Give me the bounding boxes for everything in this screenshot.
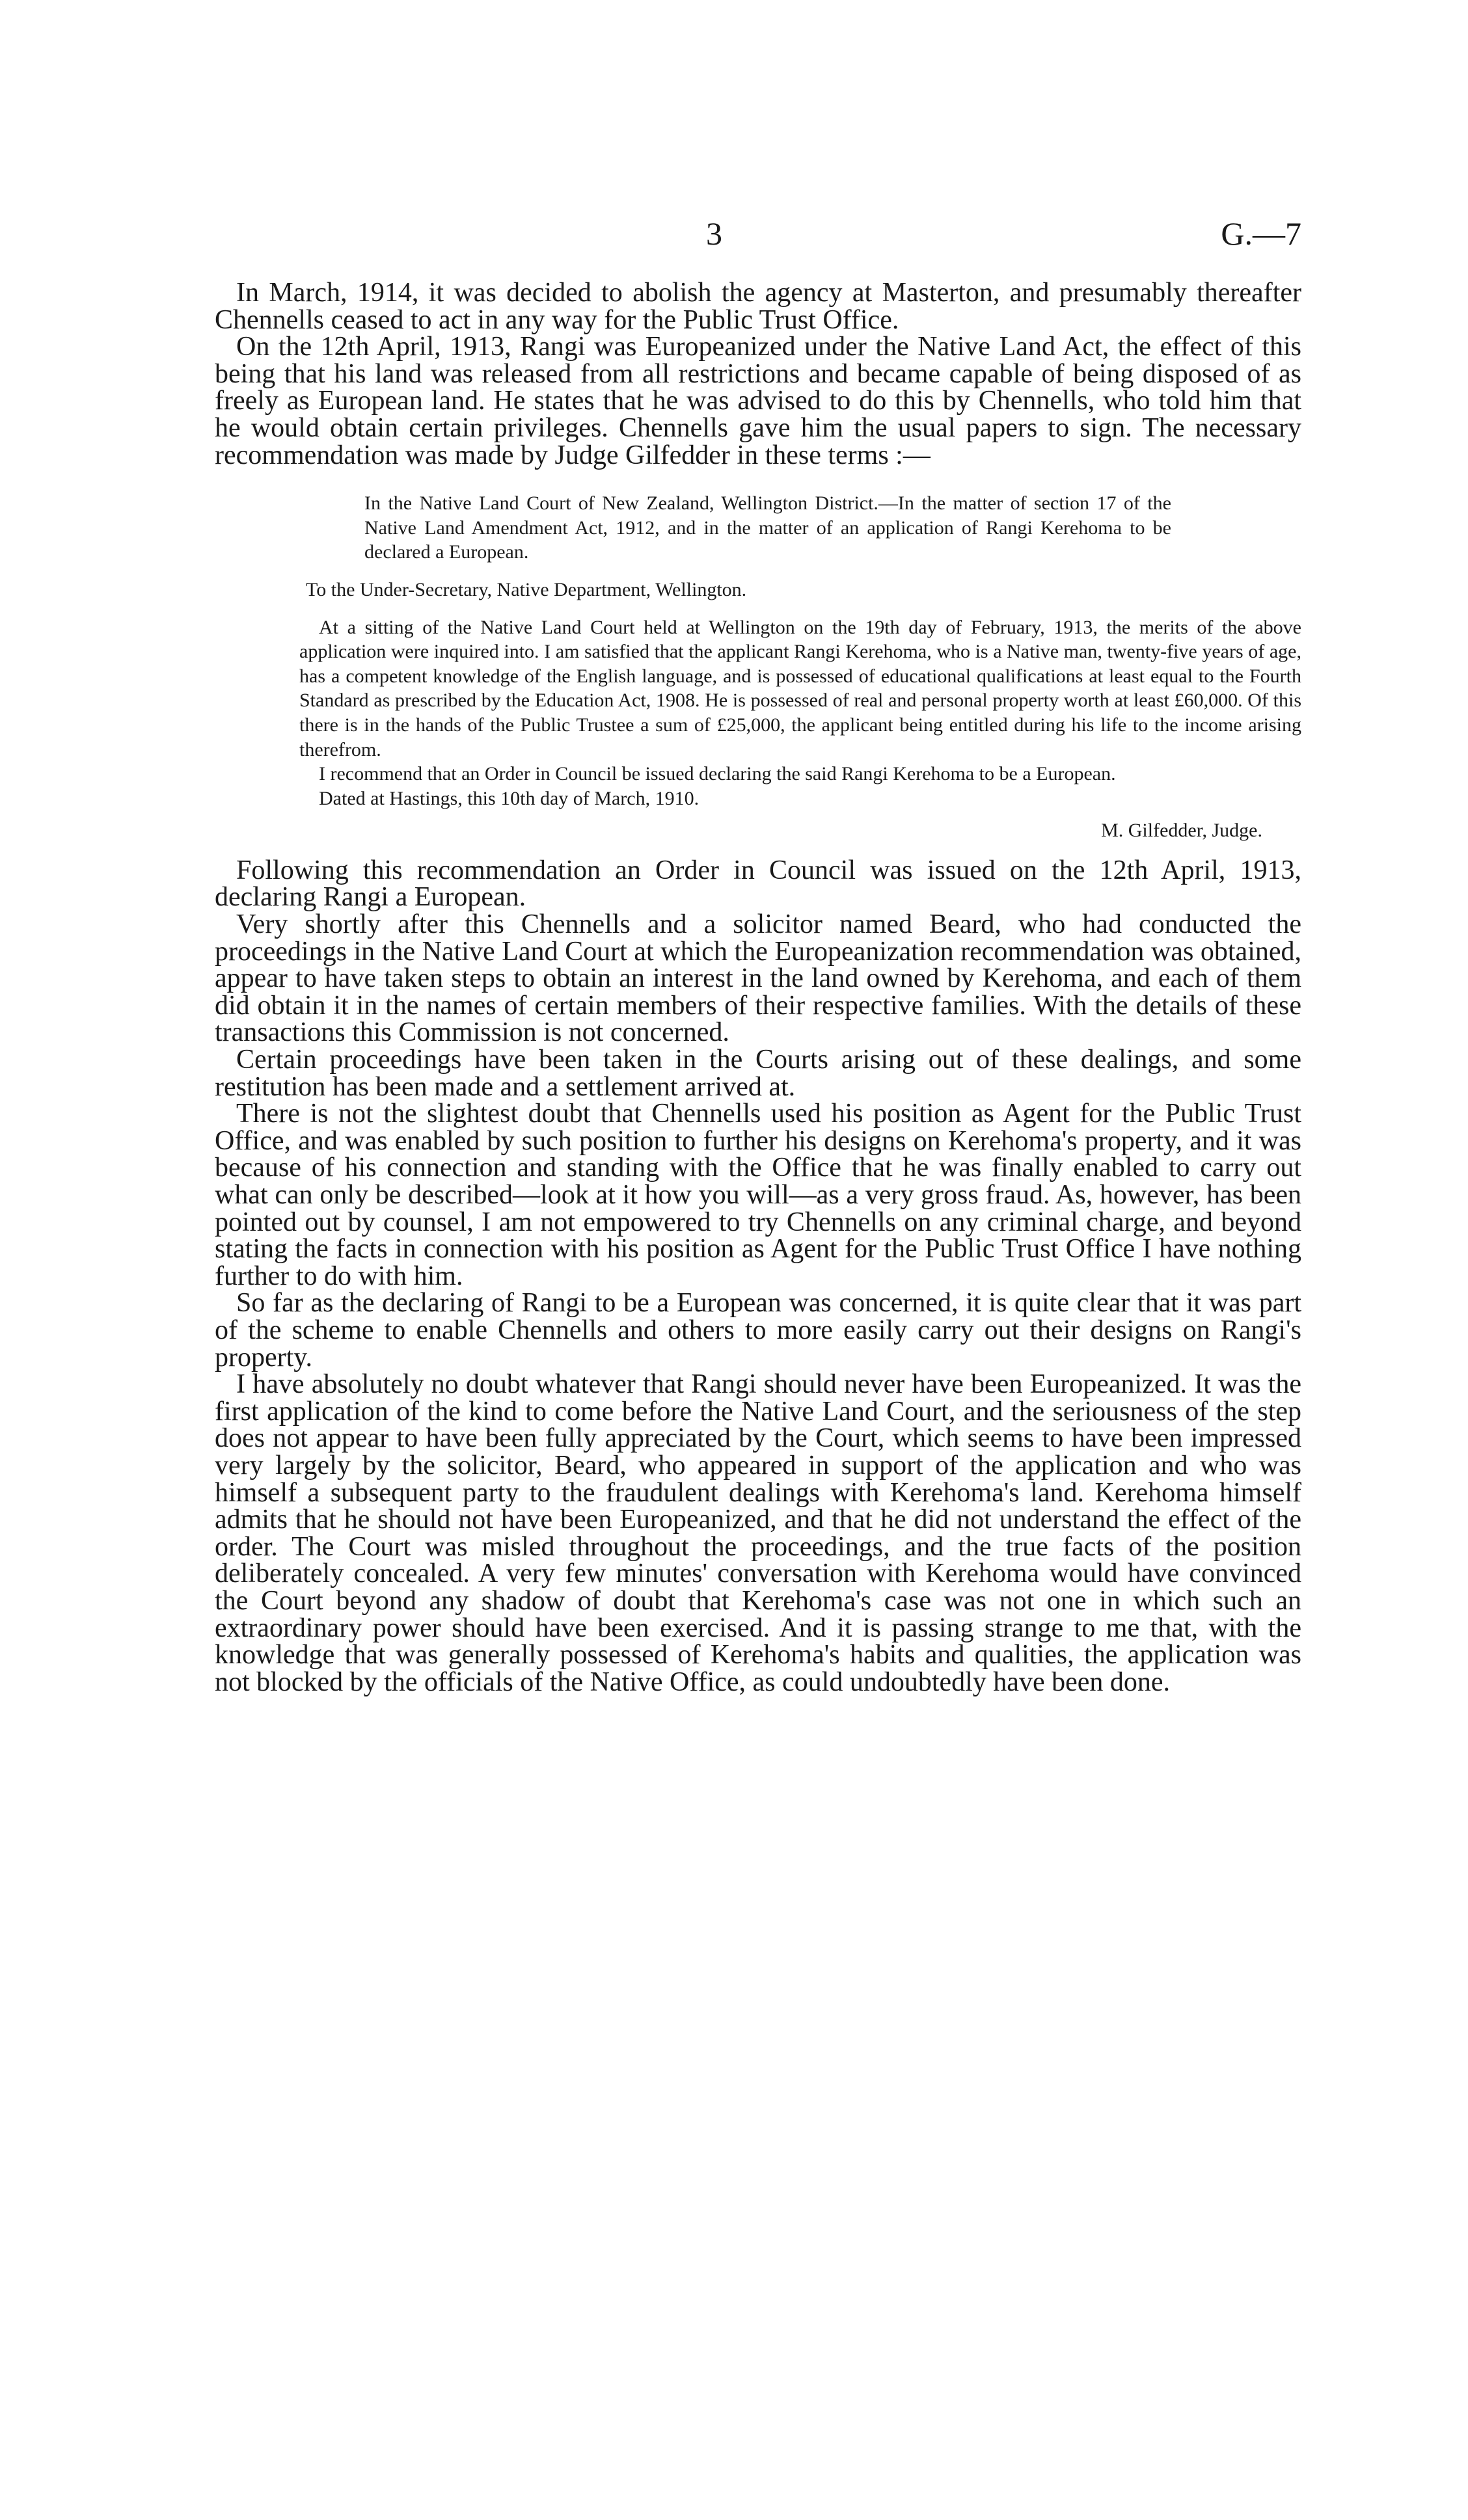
quoted-recommendation — [215, 491, 1301, 843]
quote-signature: M. Gilfedder, Judge. — [1101, 820, 1262, 842]
quote-addressee: To the Under-Secretary, Native Department, Wellington. — [306, 578, 747, 600]
paragraph: There is not the slightest doubt that Chennells used his position as Agent for the Public Trust Office, and was enabled by such position to further his designs on Kerehoma's property, and it was because of his connection and standing with the Office that he was finally enabled to carry out what can only be described—look at it how you will—as a very gross fraud. As, however, has been pointed out by counsel, I am not empowered to try Chennells on any criminal charge, and beyond stating the facts in connection with his position as Agent for the Public Trust Office I have nothing further to do with him. — [215, 1099, 1301, 1291]
paragraph: I have absolutely no doubt whatever that Rangi should never have been Europeanized. It was the first application of the kind to come before the Native Land Court, and the seriousness of the step does not appear to have been fully appreciated by the Court, which seems to have been impressed very largely by the solicitor, Beard, who appeared in support of the application and who was himself a subsequent party to the fraudulent dealings with Kerehoma's land. Kerehoma himself admits that he should not have been Europeanized, and that he did not understand the effect of the order. The Court was misled throughout the proceedings, and the true facts of the position deliberately concealed. A very few minutes' conversation with Kerehoma would have convinced the Court beyond any shadow of doubt that Kerehoma's case was not one in which such an extraordinary power should have been exercised. And it is passing strange to me that, with the knowledge that was generally possessed of Kerehoma's habits and qualities, the application was not blocked by the officials of the Native Office, as could undoubtedly have been done. — [215, 1369, 1301, 1697]
paragraph: Very shortly after this Chennells and a solicitor named Beard, who had conducted the proceedings in the Native Land Court at which the Europeanization recommendation was obtained, appear to have taken steps to obtain an interest in the land owned by Kerehoma, and each of them did obtain it in the names of certain members of their respective families. With the details of these transactions this Commission is not concerned. — [215, 909, 1301, 1048]
paragraph: Certain proceedings have been taken in the Courts arising out of these dealings, and some restitution has been made and a settlement arrived at. — [215, 1045, 1301, 1102]
paragraph: On the 12th April, 1913, Rangi was Europeanized under the Native Land Act, the effect of this being that his land was released from all restrictions and became capable of being disposed of as freely as European land. He states that he was advised to do this by Chennells, who told him that he would obtain certain privileges. Chennells gave him the usual papers to sign. The necessary recommendation was made by Judge Gilfedder in these terms :— — [215, 332, 1301, 470]
page-header — [215, 215, 1301, 254]
body-text — [215, 280, 1301, 1696]
page-number: 3 — [706, 215, 722, 252]
quote-paragraph: At a sitting of the Native Land Court held at Wellington on the 19th day of February, 1913, the merits of the above application were inquired into. I am satisfied that the applicant Rangi Kerehoma, who is a Native man, twenty-five years of age, has a competent knowledge of the English language, and is possessed of educational qualifications at least equal to the Fourth Standard as prescribed by the Education Act, 1908. He is possessed of real and personal property worth at least £60,000. Of this there is in the hands of the Public Trustee a sum of £25,000, the applicant being entitled during his life to the income arising therefrom. — [299, 616, 1301, 760]
document-reference: G.—7 — [1221, 215, 1301, 252]
paragraph: So far as the declaring of Rangi to be a European was concerned, it is quite clear that it was part of the scheme to enable Chennells and others to more easily carry out their designs on Rangi's property. — [215, 1288, 1301, 1373]
quote-paragraph: I recommend that an Order in Council be issued declaring the said Rangi Kerehoma to be a European. — [319, 763, 1116, 785]
quote-date-line: Dated at Hastings, this 10th day of March, 1910. — [319, 787, 700, 809]
paragraph: In March, 1914, it was decided to abolish the agency at Masterton, and presumably thereafter Chennells ceased to act in any way for the Public Trust Office. — [215, 278, 1301, 335]
quote-matter-heading: In the Native Land Court of New Zealand, Wellington District.—In the matter of section 17 of the Native Land Amendment Act, 1912, and in the matter of an application of Rangi Kerehoma to be declared a European. — [364, 492, 1171, 563]
paragraph: Following this recommendation an Order in Council was issued on the 12th April, 1913, declaring Rangi a European. — [215, 855, 1301, 913]
